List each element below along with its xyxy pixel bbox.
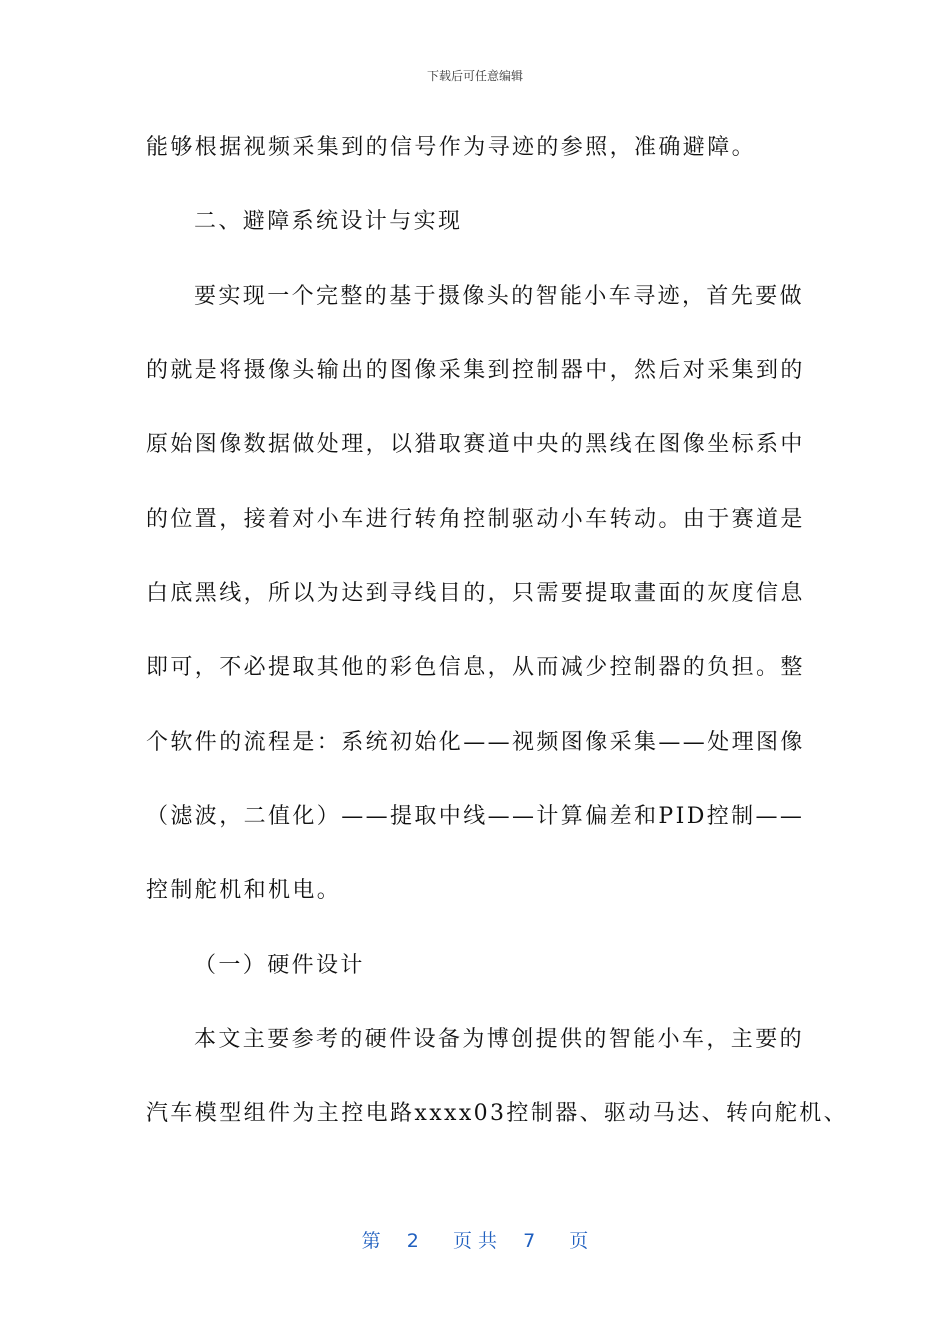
footer-page-mid: 页 共: [452, 1230, 498, 1252]
footer-page-suffix: 页: [569, 1230, 589, 1252]
paragraph-line: 汽车模型组件为主控电路xxxx03控制器、驱动马达、转向舵机、: [146, 1101, 849, 1126]
page-footer: [0, 1226, 950, 1253]
footer-total-pages: 7: [523, 1230, 536, 1252]
paragraph-line: 个软件的流程是：系统初始化——视频图像采集——处理图像: [146, 730, 805, 755]
paragraph-line: 的就是将摄像头输出的图像采集到控制器中，然后对采集到的: [146, 358, 805, 383]
paragraph-line: 原始图像数据做处理，以猎取赛道中央的黑线在图像坐标系中: [146, 432, 805, 457]
section-heading: 二、避障系统设计与实现: [194, 209, 463, 234]
paragraph-line: 能够根据视频采集到的信号作为寻迹的参照，准确避障。: [146, 135, 757, 160]
subsection-heading: （一）硬件设计: [194, 953, 365, 978]
footer-page-prefix: 第: [361, 1230, 381, 1252]
page-header: 下载后可任意编辑: [426, 69, 523, 83]
paragraph-line: 的位置，接着对小车进行转角控制驱动小车转动。由于赛道是: [146, 507, 805, 532]
paragraph-line: 控制舵机和机电。: [146, 878, 342, 903]
paragraph-line: 本文主要参考的硬件设备为博创提供的智能小车，主要的: [194, 1027, 805, 1052]
paragraph-line: 白底黑线，所以为达到寻线目的，只需要提取畫面的灰度信息: [146, 581, 805, 606]
paragraph-line: 要实现一个完整的基于摄像头的智能小车寻迹，首先要做: [194, 284, 805, 309]
paragraph-line: （滤波，二值化）——提取中线——计算偏差和PID控制——: [146, 804, 805, 829]
footer-current-page: 2: [406, 1230, 419, 1252]
paragraph-line: 即可，不必提取其他的彩色信息，从而减少控制器的负担。整: [146, 655, 805, 680]
